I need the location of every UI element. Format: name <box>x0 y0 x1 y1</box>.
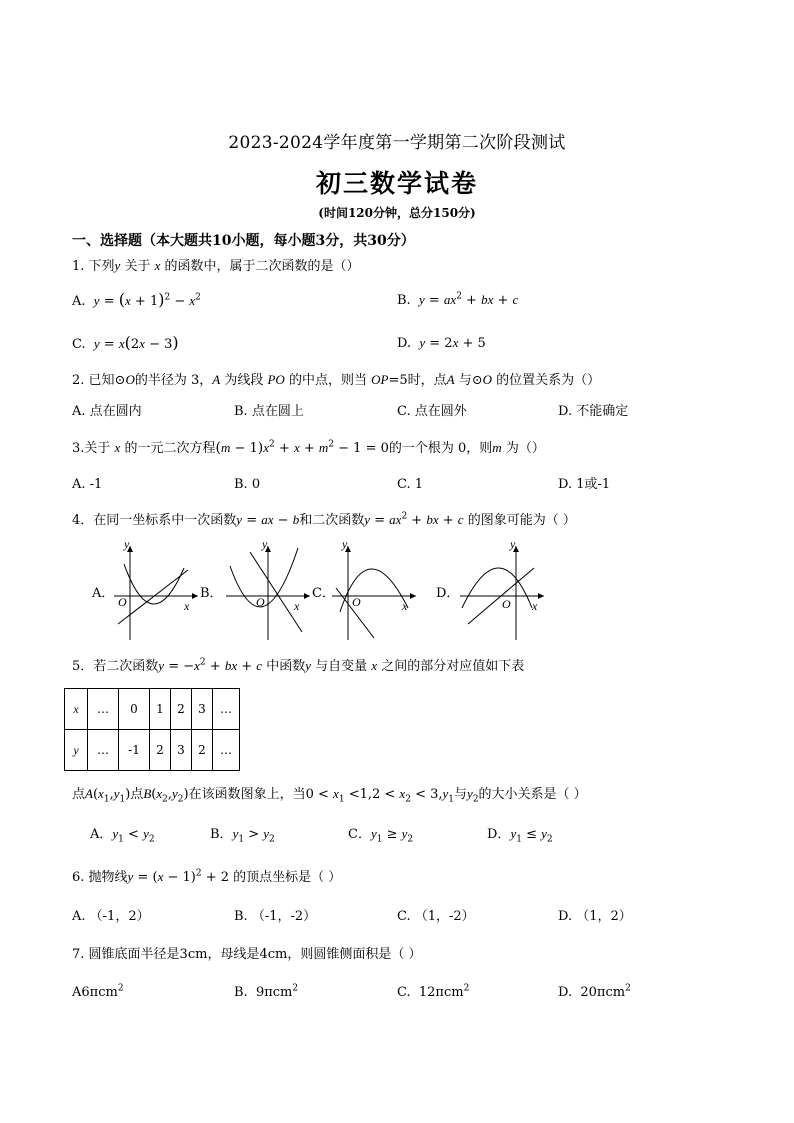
axis-y-label: y <box>262 538 268 551</box>
question-4-option-c-label: C． <box>312 586 335 601</box>
table-cell: … <box>88 689 119 730</box>
question-4-option-a-label: A． <box>92 586 115 601</box>
question-5-option-d: D．$y_1 \le y_2$ <box>487 826 553 845</box>
section-heading-choice: 一、选择题（本大题共10小题，每小题3分，共30分） <box>72 233 415 249</box>
question-7-option-c: C. 12πcm$^2$ <box>397 983 470 1000</box>
question-7-option-b: B. 9πcm$^2$ <box>234 983 299 1000</box>
table-cell: … <box>213 689 240 730</box>
question-6-option-b: B. （-1，-2） <box>234 909 317 924</box>
question-2-option-d: D. 不能确定 <box>558 404 629 419</box>
table-row <box>65 730 240 771</box>
question-6-option-c: C. （1，-2） <box>397 909 475 924</box>
exam-term-line: 2023-2024学年度第一学期第二次阶段测试 <box>228 133 566 153</box>
question-2-option-a: A. 点在圆内 <box>72 404 142 419</box>
origin-label: O <box>352 595 361 609</box>
question-1-option-c: C. y = x(2x − 3) <box>72 333 179 352</box>
page-title: 初三数学试卷 <box>315 169 478 198</box>
question-1-option-d: D. y = 2x + 5 <box>397 335 486 351</box>
question-7-option-d: D. 20πcm$^2$ <box>558 983 631 1000</box>
question-6-option-d: D. （1，2） <box>558 909 632 924</box>
exam-duration-note: (时间120分钟，总分150分) <box>318 206 476 220</box>
question-6-stem: 6. 抛物线$y = (x - 1)^2 + 2$ 的顶点坐标是（ ） <box>72 868 342 885</box>
origin-label: O <box>502 597 511 611</box>
axis-y-label: y <box>342 538 348 551</box>
question-7-option-a: A6πcm$^2$ <box>72 983 124 1000</box>
table-cell: 2 <box>150 730 171 771</box>
question-5-option-a: A．$y_1 < y_2$ <box>90 826 155 845</box>
question-2-option-b: B. 点在圆上 <box>234 404 304 419</box>
table-cell: x <box>65 689 88 730</box>
question-3-option-a: A. -1 <box>72 477 103 492</box>
question-3-option-d: D. 1或-1 <box>558 477 611 492</box>
question-2-option-c: C. 点在圆外 <box>397 404 467 419</box>
axis-x-label: x <box>294 599 300 613</box>
question-2-stem: 2. 已知⊙O的半径为 3，A 为线段 PO 的中点，则当 OP=5时，点A 与⊙O 的位置关系为（） <box>72 372 601 388</box>
question-6-option-a: A. （-1，2） <box>72 909 150 924</box>
value-table <box>64 688 240 771</box>
table-cell: … <box>88 730 119 771</box>
table-cell: -1 <box>119 730 150 771</box>
axis-x-label: x <box>184 599 190 613</box>
origin-label: O <box>118 595 127 609</box>
question-4-graph-b <box>222 538 314 642</box>
table-cell: 2 <box>192 730 213 771</box>
question-4-option-d-label: D． <box>436 586 460 601</box>
question-1-option-a: A. $y = (x + 1)^2 - x^2$ <box>72 290 201 309</box>
question-5-condition: 点$A(x_1,y_1)$点$B(x_2,y_2)$在该函数图象上，当$0 < x_1 <1,2 < x_2 < 3,y_1$与$y_2$的大小关系是（ ） <box>72 786 587 805</box>
question-1-option-b: B. $y = ax^2$ + bx + c <box>397 291 519 308</box>
table-cell: y <box>65 730 88 771</box>
origin-label: O <box>256 595 265 609</box>
question-1-stem: 1. 下列y 关于 x 的函数中，属于二次函数的是（） <box>72 258 360 274</box>
question-5-option-b: B．$y_1 > y_2$ <box>210 826 275 845</box>
table-cell: 3 <box>192 689 213 730</box>
question-4-graph-d <box>456 538 548 642</box>
table-cell: 2 <box>171 689 192 730</box>
question-4-stem: 4．在同一坐标系中一次函数y = ax − b和二次函数$y = ax^2$ + bx + c 的图象可能为（ ） <box>72 511 576 528</box>
axis-x-label: x <box>532 599 538 613</box>
table-cell: … <box>213 730 240 771</box>
question-3-option-b: B. 0 <box>234 477 261 492</box>
table-cell: 3 <box>171 730 192 771</box>
question-4-graph-c <box>328 538 420 642</box>
axis-y-label: y <box>510 538 516 551</box>
question-5-option-c: C．$y_1 \ge y_2$ <box>348 826 414 845</box>
question-7-stem: 7. 圆锥底面半径是3cm，母线是4cm，则圆锥侧面积是（ ） <box>72 947 422 962</box>
axis-x-label: x <box>402 599 408 613</box>
question-3-stem: 3.关于 x 的一元二次方程$(m - 1)x^2 + x + m^2 - 1 = 0$的一个根为 0，则m 为（） <box>72 439 545 456</box>
question-4-option-b-label: B． <box>200 586 223 601</box>
table-row <box>65 689 240 730</box>
question-5-stem: 5．若二次函数$y = -x^2$ + bx + c 中函数y 与自变量 x 之间的部分对应值如下表 <box>72 657 525 674</box>
question-3-option-c: C. 1 <box>397 477 424 492</box>
table-cell: 1 <box>150 689 171 730</box>
question-4-graph-a <box>110 538 202 642</box>
table-cell: 0 <box>119 689 150 730</box>
axis-y-label: y <box>124 538 130 551</box>
